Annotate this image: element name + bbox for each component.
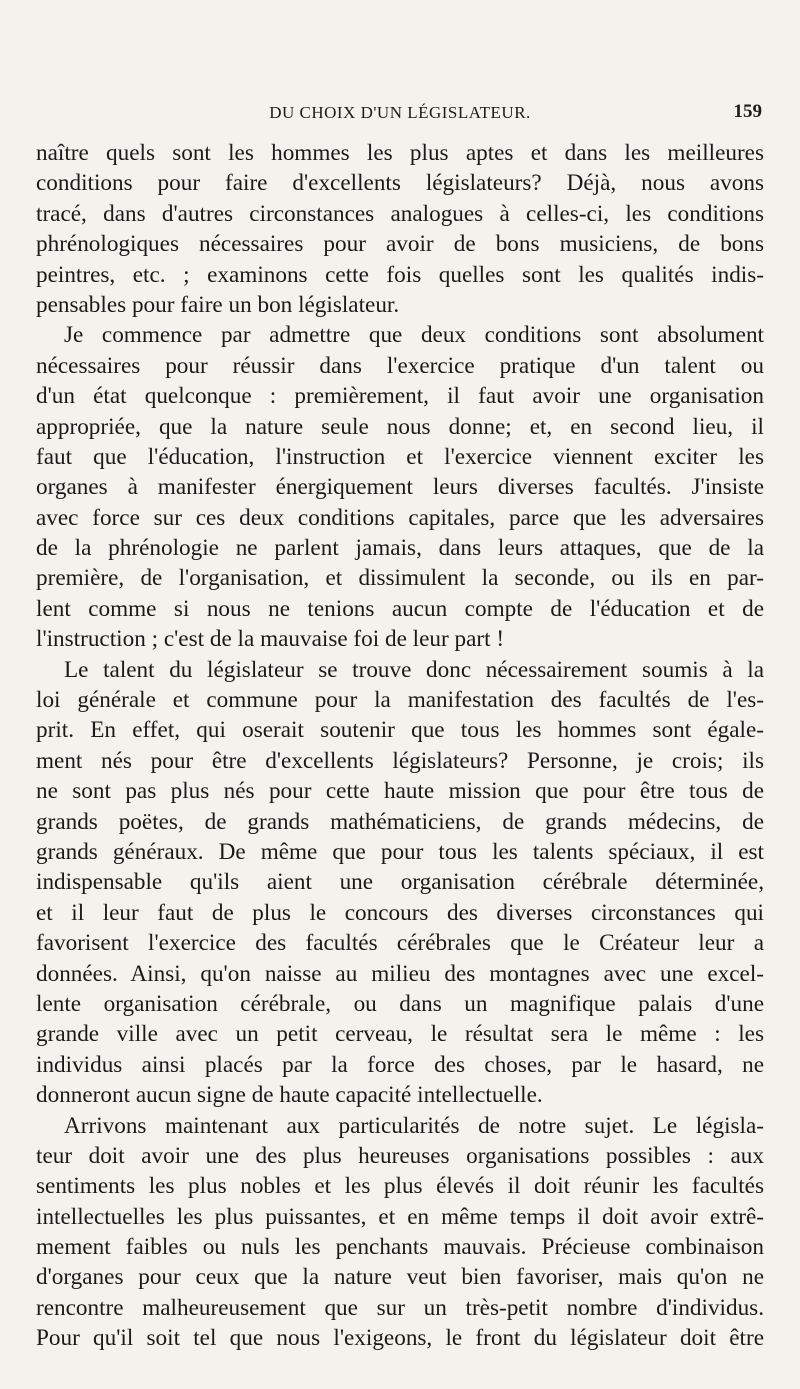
text-line: organes à manifester énergiquement leurs diverses facultés. J'insiste [36,474,764,501]
running-title: DU CHOIX D'UN LÉGISLATEUR. [269,103,531,122]
text-line: naître quels sont les hommes les plus aptes et dans les meilleures [36,140,764,166]
paragraph-4 [36,1111,764,1354]
text-line: mement faibles ou nuls les penchants mauvais. Précieuse combinaison [36,1234,764,1261]
text-line: lente organisation cérébrale, ou dans un magnifique palais d'une [36,990,764,1017]
paragraph-1 [36,138,764,320]
text-line: d'organes pour ceux que la nature veut bien favoriser, mais qu'on ne [36,1264,764,1291]
text-line: loi générale et commune pour la manifestation des facultés de l'es- [36,687,764,714]
page-header [0,103,800,131]
text-line: Arrivons maintenant aux particularités de notre sujet. Le législa- [64,1112,764,1139]
text-line: faut que l'éducation, l'instruction et l'exercice viennent exciter les [36,443,764,470]
text-line: l'instruction ; c'est de la mauvaise foi de leur part ! [36,626,505,653]
text-line: grands généraux. De même que pour tous les talents spéciaux, il est [36,838,764,865]
text-line: conditions pour faire d'excellents législateurs? Déjà, nous avons [36,170,764,197]
text-line: intellectuelles les plus puissantes, et en même temps il doit avoir extrê- [36,1203,764,1230]
paragraph-2 [36,320,764,654]
text-line: individus ainsi placés par la force des choses, par le hasard, ne [36,1051,764,1078]
text-line: favorisent l'exercice des facultés cérébrales que le Créateur leur a [36,930,764,957]
text-line: Pour qu'il soit tel que nous l'exigeons, le front du législateur doit être [36,1325,764,1352]
text-line: tracé, dans d'autres circonstances analogues à celles-ci, les conditions [36,200,764,227]
text-line: lent comme si nous ne tenions aucun compte de l'éducation et de [36,595,764,622]
text-line: donneront aucun signe de haute capacité intellectuelle. [36,1082,543,1109]
text-line: phrénologiques nécessaires pour avoir de bons musiciens, de bons [36,231,764,258]
text-line: première, de l'organisation, et dissimulent la seconde, ou ils en par- [36,565,764,592]
text-line: Je commence par admettre que deux conditions sont absolument [64,322,764,349]
text-line: peintres, etc. ; examinons cette fois quelles sont les qualités indis- [36,261,764,288]
text-line: ment nés pour être d'excellents législateurs? Personne, je crois; ils [36,747,764,774]
text-line: grande ville avec un petit cerveau, le résultat sera le même : les [36,1021,764,1048]
text-line: ne sont pas plus nés pour cette haute mission que pour être tous de [36,778,764,805]
text-line: grands poëtes, de grands mathématiciens, de grands médecins, de [36,808,764,835]
text-line: prit. En effet, qui oserait soutenir que tous les hommes sont égale- [36,717,764,744]
paragraph-3 [36,655,764,1111]
text-line: indispensable qu'ils aient une organisation cérébrale déterminée, [36,869,764,896]
page-number: 159 [733,101,762,122]
page-body [36,138,764,1354]
text-line: données. Ainsi, qu'on naisse au milieu des montagnes avec une excel- [36,960,764,987]
text-line: avec force sur ces deux conditions capitales, parce que les adversaires [36,504,764,531]
text-line: rencontre malheureusement que sur un très-petit nombre d'individus. [36,1294,764,1321]
text-line: teur doit avoir une des plus heureuses organisations possibles : aux [36,1142,764,1169]
text-line: nécessaires pour réussir dans l'exercice pratique d'un talent ou [36,352,764,379]
text-line: appropriée, que la nature seule nous donne; et, en second lieu, il [36,413,764,440]
text-line: d'un état quelconque : premièrement, il faut avoir une organisation [36,383,764,410]
text-line: Le talent du législateur se trouve donc nécessairement soumis à la [64,656,764,683]
text-line: pensables pour faire un bon législateur. [36,291,400,318]
text-line: et il leur faut de plus le concours des diverses circonstances qui [36,899,764,926]
text-line: de la phrénologie ne parlent jamais, dans leurs attaques, que de la [36,535,764,562]
text-line: sentiments les plus nobles et les plus élevés il doit réunir les facultés [36,1173,764,1200]
